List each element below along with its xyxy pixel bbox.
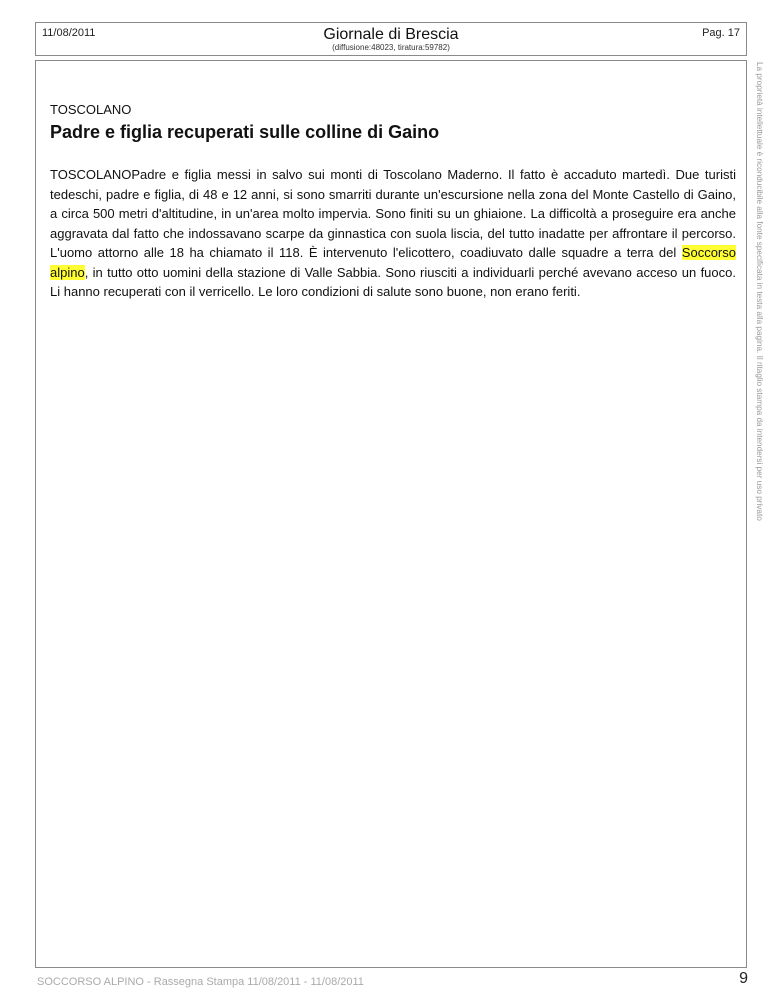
publication-title: Giornale di Brescia — [323, 26, 459, 43]
footer-page-number: 9 — [739, 970, 748, 987]
highlighted-keyword: Soccorso alpino — [50, 245, 736, 280]
article-body-part-1: TOSCOLANOPadre e figlia messi in salvo sui monti di Toscolano Maderno. Il fatto è accaduto martedì. Due turisti tedeschi, padre e figlia, di 48 e 12 anni, si sono smarriti durante un'escursione nella zona del Monte Castello di Gaino, a circa 500 metri d'altitudine, in un'area molto impervia. Sono finiti su un ghiaione. La difficoltà a proseguire era anche aggravata dal fatto che indossavano scarpe da ginnastica con suola liscia, del tutto inadatte per affrontare il percorso. L'uomo attorno alle 18 ha chiamato il 118. È intervenuto l'elicottero, coadiuvato dalle squadre a terra del — [50, 167, 736, 260]
copyright-side-note — [752, 62, 766, 582]
copyright-side-note-text: La proprietà intellettuale è riconducibile alla fonte specificata in testa alla pagina. Il ritaglio stampa da intendersi per uso privato — [755, 62, 764, 521]
header-page-number: Pag. 17 — [702, 27, 740, 39]
header-center — [36, 26, 746, 53]
circulation-info: (diffusione:48023, tiratura:59782) — [332, 43, 450, 52]
article-body-part-2: , in tutto otto uomini della stazione di Valle Sabbia. Sono riusciti a individuarli perché avevano acceso un fuoco. Li hanno recuperati con il verricello. Le loro condizioni di salute sono buone, non erano feriti. — [50, 264, 736, 299]
article-frame — [35, 60, 747, 968]
page-header — [35, 22, 747, 56]
article-headline: Padre e figlia recuperati sulle colline di Gaino — [50, 122, 440, 142]
article-body — [50, 165, 736, 302]
header-date: 11/08/2011 — [42, 27, 96, 39]
footer-text: SOCCORSO ALPINO - Rassegna Stampa 11/08/2011 - 11/08/2011 — [37, 976, 364, 988]
article-kicker: TOSCOLANO — [50, 102, 132, 117]
